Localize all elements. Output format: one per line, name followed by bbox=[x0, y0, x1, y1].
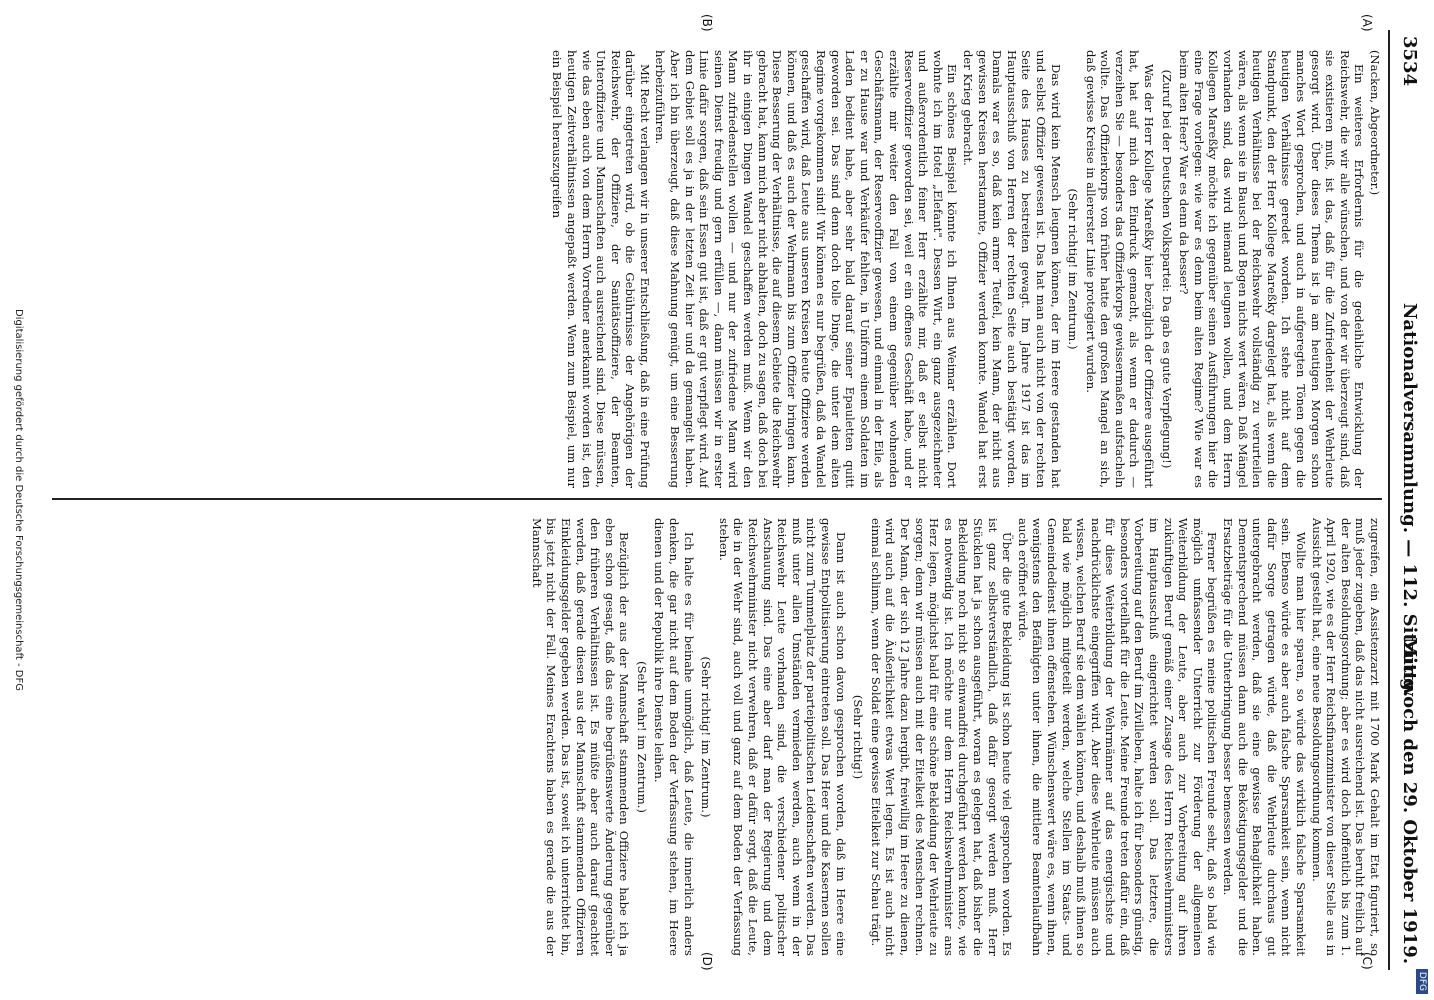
speaker-label: (Nacken, Abgeordneter.) bbox=[1368, 50, 1382, 196]
paragraph: Über die gute Bekleidung ist schon heute viel gesprochen worden. Es ist ganz selbstverständlich, daß dafür gesorgt werden muß. Herr Stücklen hat ja schon ausgeführt, woran es gelegen hat, daß bisher die Bekleidung noch nicht so einwandfrei durchgeführt werden konnte, wie es notwendig ist. Ich möchte nur dem Herrn Reichswehrminister ans Herz legen, möglichst bald für eine schöne Bekleidung der Wehrleute zu sorgen; denn wir müssen auch mit der Eitelkeit des Menschen rechnen. Der Mann, der sich 12 Jahre dazu hergibt, freiwillig im Heere zu dienen, wird auch auf die Äußerlichkeit etwas Wert legen. Es ist auch nicht einmal schlimm, wenn der Soldat eine gewisse Eitelkeit zur Schau trägt. bbox=[868, 518, 1015, 956]
margin-marker-b: (B) bbox=[700, 14, 714, 32]
paragraph: Dann ist auch schon davon gesprochen worden, daß im Heere eine gewisse Entpolitisierung eintreten soll. Das Heer und die Kasernen sollen nicht zum Tummelplatz der parteipolitischen Leidenschaften werden. Das muß unter allen Umständen vermieden werden, auch wenn in der Reichswehr Leute vorhanden sind, die verschiedener politischer Anschauung sind. Das eine aber darf man der Regierung und dem Reichswehrminister nicht verwehren, daß er dafür sorgt, daß die Leute, die in der Wehr sind, auch voll und ganz auf dem Boden der Verfassung stehen. bbox=[716, 518, 848, 956]
margin-marker-a: (A) bbox=[1360, 14, 1374, 32]
paragraph: Das wird kein Mensch leugnen können, der im Heere gestanden hat und selbst Offizier gewesen ist. Das hat man auch nicht von der rechten Seite des Hauses zu bestreiten gewagt. Im Jahre 1917 ist das im Hauptausschuß von Herren der rechten Seite auch bestätigt worden. Damals war es so, daß kein armer Teufel, kein Mann, der nicht aus gewissen Kreisen herstammte, Offizier werden konnte. Wandel hat erst der Krieg gebracht. bbox=[960, 50, 1063, 488]
interjection: (Zuruf bei der Deutschen Volkspartei: Da gab es gute Verpflegung!) bbox=[1159, 69, 1174, 469]
paragraph: Ich halte es für beinahe unmöglich, daß Leute, die innerlich anders denken, die gar nicht auf dem Boden der Verfassung stehen, im Heere dienen und der Republik ihre Dienste leihen. bbox=[652, 518, 696, 956]
session-date: Mittwoch den 29. Oktober 1919. bbox=[1399, 637, 1420, 964]
interjection: (Sehr richtig! im Zentrum.) bbox=[699, 656, 714, 818]
right-column bbox=[52, 518, 1382, 956]
interjection: (Sehr richtig! im Zentrum.) bbox=[1066, 188, 1081, 350]
page-number: 3534 bbox=[1399, 36, 1420, 87]
paragraph: Ferner begrüßen es meine politischen Freunde sehr, daß so bald wie möglich umfassender Unterricht zur Förderung der allgemeinen Weiterbildung der Leute, aber auch zur Vorbereitung auf ihren zukünftigen Beruf gemäß einer Zusage des Herrn Reichswehrministers im Hauptausschuß eingerichtet werden soll. Das letztere, die Vorbereitung auf den Beruf im Zivilleben, halte ich für besonders günstig, besonders vorteilhaft für die Leute. Meine Freunde treten dafür ein, daß für diese Weiterbildung der Wehrmänner auf das energischste und nachdrücklichste eingegriffen wird. Aber diese Wehrleute müssen auch wissen, welchen Beruf sie dem wählen können, und deshalb muß ihnen so bald wie möglich mitgeteilt werden, welche Stellen im Staats- und Gemeindedienst ihnen offenstehen. Wünschenswert wäre es, wenn ihnen, wenigstens den Befähigten unter ihnen, die mittlere Beamtenlaufbahn auch eröffnet würde. bbox=[1015, 518, 1220, 956]
digitization-credit bbox=[13, 0, 24, 1000]
paragraph: Bezüglich der aus der Mannschaft stammenden Offiziere habe ich ja eben schon gesagt, daß das eine begrüßenswerte Änderung gegenüber den früheren Verhältnissen ist. Es müßte aber auch darauf geachtet werden, daß gerade diesen aus der Mannschaft stammenden Offizieren Einkleidungsgelder gegeben werden. Das ist, soweit ich unterrichtet bin, bis jetzt nicht der Fall. Meines Erachtens haben es gerade die aus der Mannschaft bbox=[529, 518, 632, 956]
column-divider bbox=[52, 498, 1382, 500]
header-rule bbox=[1388, 30, 1390, 970]
paragraph: Mit Recht verlangen wir in unserer Entschließung, daß in eine Prüfung darüber eingetreten wird, ob die Gebührnisse der Angehörigen der Reichswehr, der Offiziere, der Sanitätsoffiziere, der Beamten, Unteroffiziere und Mannschaften auch ausreichend sind. Diese müssen, wie das eben auch von dem Herrn Vorredner anerkannt worden ist, den heutigen Zeitverhältnissen angepaßt werden. Wenn zum Beispiel, um nur ein Beispiel herauszugreifen bbox=[550, 50, 652, 488]
paragraph: zugreifen, ein Assistenzarzt mit 1700 Mark Gehalt im Etat figuriert, so muß jeder zugeben, daß das nicht ausreichend ist. Das beruht freilich auf der alten Besoldungsordnung; aber es wird doch hoffentlich bis zum 1. April 1920, wie es der Herr Reichsfinanzminister von dieser Stelle aus in Aussicht gestellt hat, eine neue Besoldungsordnung kommen. bbox=[1309, 518, 1382, 956]
credit-text: Digitalisierung gefördert durch die Deutsche Forschungsgemeinschaft - DFG bbox=[13, 308, 24, 691]
margin-marker-d: (D) bbox=[700, 952, 714, 971]
interjection: (Sehr richtig!) bbox=[851, 694, 866, 780]
interjection: (Sehr wahr! im Zentrum.) bbox=[634, 661, 649, 813]
paragraph: Ein weiteres Erfordernis für die gedeihliche Entwicklung der Reichswehr, die wir alle wünschen, und von der wir überzeugt sind, daß sie existieren muß, ist das, daß für die Zufriedenheit der Wehrleute gesorgt wird. Über dieses Thema ist ja am heutigen Morgen schon manches Wort gesprochen, und auch in aufgeregten Tönen gegen die heutigen Verhältnisse geredet worden. Ich stehe nicht auf dem Standpunkt, den der Herr Kollege Mareßky dargelegt hat, als wenn die heutigen Verhältnisse bei der Reichswehr vollständig zu verurteilen wären, als wenn sie in Bausch und Bogen nichts wert wären. Daß Mängel vorhanden sind, das wird niemand leugnen wollen, und dem Herrn Kollegen Mareßky möchte ich gegenüber seinen Ausführungen hier die eine Frage vorlegen: wie war es denn beim alten Regime? Wie war es beim alten Heer? War es denn da besser? bbox=[1177, 50, 1367, 488]
paragraph: Was der Herr Kollege Mareßky hier bezüglich der Offiziere ausgeführt hat, hat auf mich den Eindruck gemacht, als wenn er dadurch — verzeihen Sie — besonders das Offizierkorps gewissermaßen aufstacheln wollte. Das Offizierkorps von früher hatte den großen Mangel an sich, daß gewisse Kreise in allererster Linie protegiert wurden. bbox=[1083, 50, 1157, 488]
page-header bbox=[1394, 36, 1420, 964]
left-column bbox=[52, 50, 1382, 488]
session-title: Nationalversammlung. — 112. Sitzung. bbox=[1399, 302, 1420, 698]
dfg-badge: DFG bbox=[1416, 969, 1428, 994]
paragraph: Ein schönes Beispiel könnte ich Ihnen aus Weimar erzählen. Dort wohnte ich im Hotel „Elefant". Dessen Wirt, ein ganz ausgezeichneter und außerordentlich feiner Herr erzählte mir, daß er selbst nicht Reserveoffizier geworden sei, weil er ein offenes Geschäft habe, und er erzählte mir weiter den Fall von einem gegenüber wohnenden Geschäftsmann, der Reserveoffizier gewesen, und einmal in der Eile, als er zu Hause war und Verkäufer fehlten, in Uniform einem Soldaten im Laden bedient habe, aber sehr bald darauf seiner Epauletten quitt geworden sei. Das sind denn doch tolle Dinge, die unter dem alten Regime vorgekommen sind! Wir können es nur begrüßen, daß da Wandel geschaffen wird, daß Leute aus unseren Kreisen heute Offiziere werden können, und daß es auch der Wehrmann bis zum Offizier bringen kann. Diese Besserung der Verhältnisse, die auf diesem Gebiete die Reichswehr gebracht hat, kann mich aber nicht abhalten, doch zu sagen, daß doch bei ihr in einigen Dingen Wandel geschaffen werden muß. Wenn wir den Mann zufriedenstellen wollen — und nur der zufriedene Mann wird seinen Dienst freudig und gern erfüllen —, dann müssen wir in erster Linie dafür sorgen, daß sein Essen gut ist, daß er gut verpflegt wird. Auf dem Gebiet soll es ja in der letzten Zeit hier und da gemangelt haben. Aber ich bin überzeugt, daß diese Mahnung genügt, um eine Besserung herbeizuführen. bbox=[653, 50, 960, 488]
paragraph: Wollte man hier sparen, so würde das wirklich falsche Sparsamkeit sein. Ebenso würde es aber auch falsche Sparsamkeit sein, wenn nicht dafür Sorge getragen würde, daß die Wehrleute durchaus gut untergebracht werden, daß sie eine gewisse Behaglichkeit haben. Dementsprechend müssen dann auch die Beköstigungsgelder und die Ersatzbeiträge für die Unterbringung besser bemessen werden. bbox=[1221, 518, 1309, 956]
margin-marker-c: (C) bbox=[1360, 952, 1374, 970]
